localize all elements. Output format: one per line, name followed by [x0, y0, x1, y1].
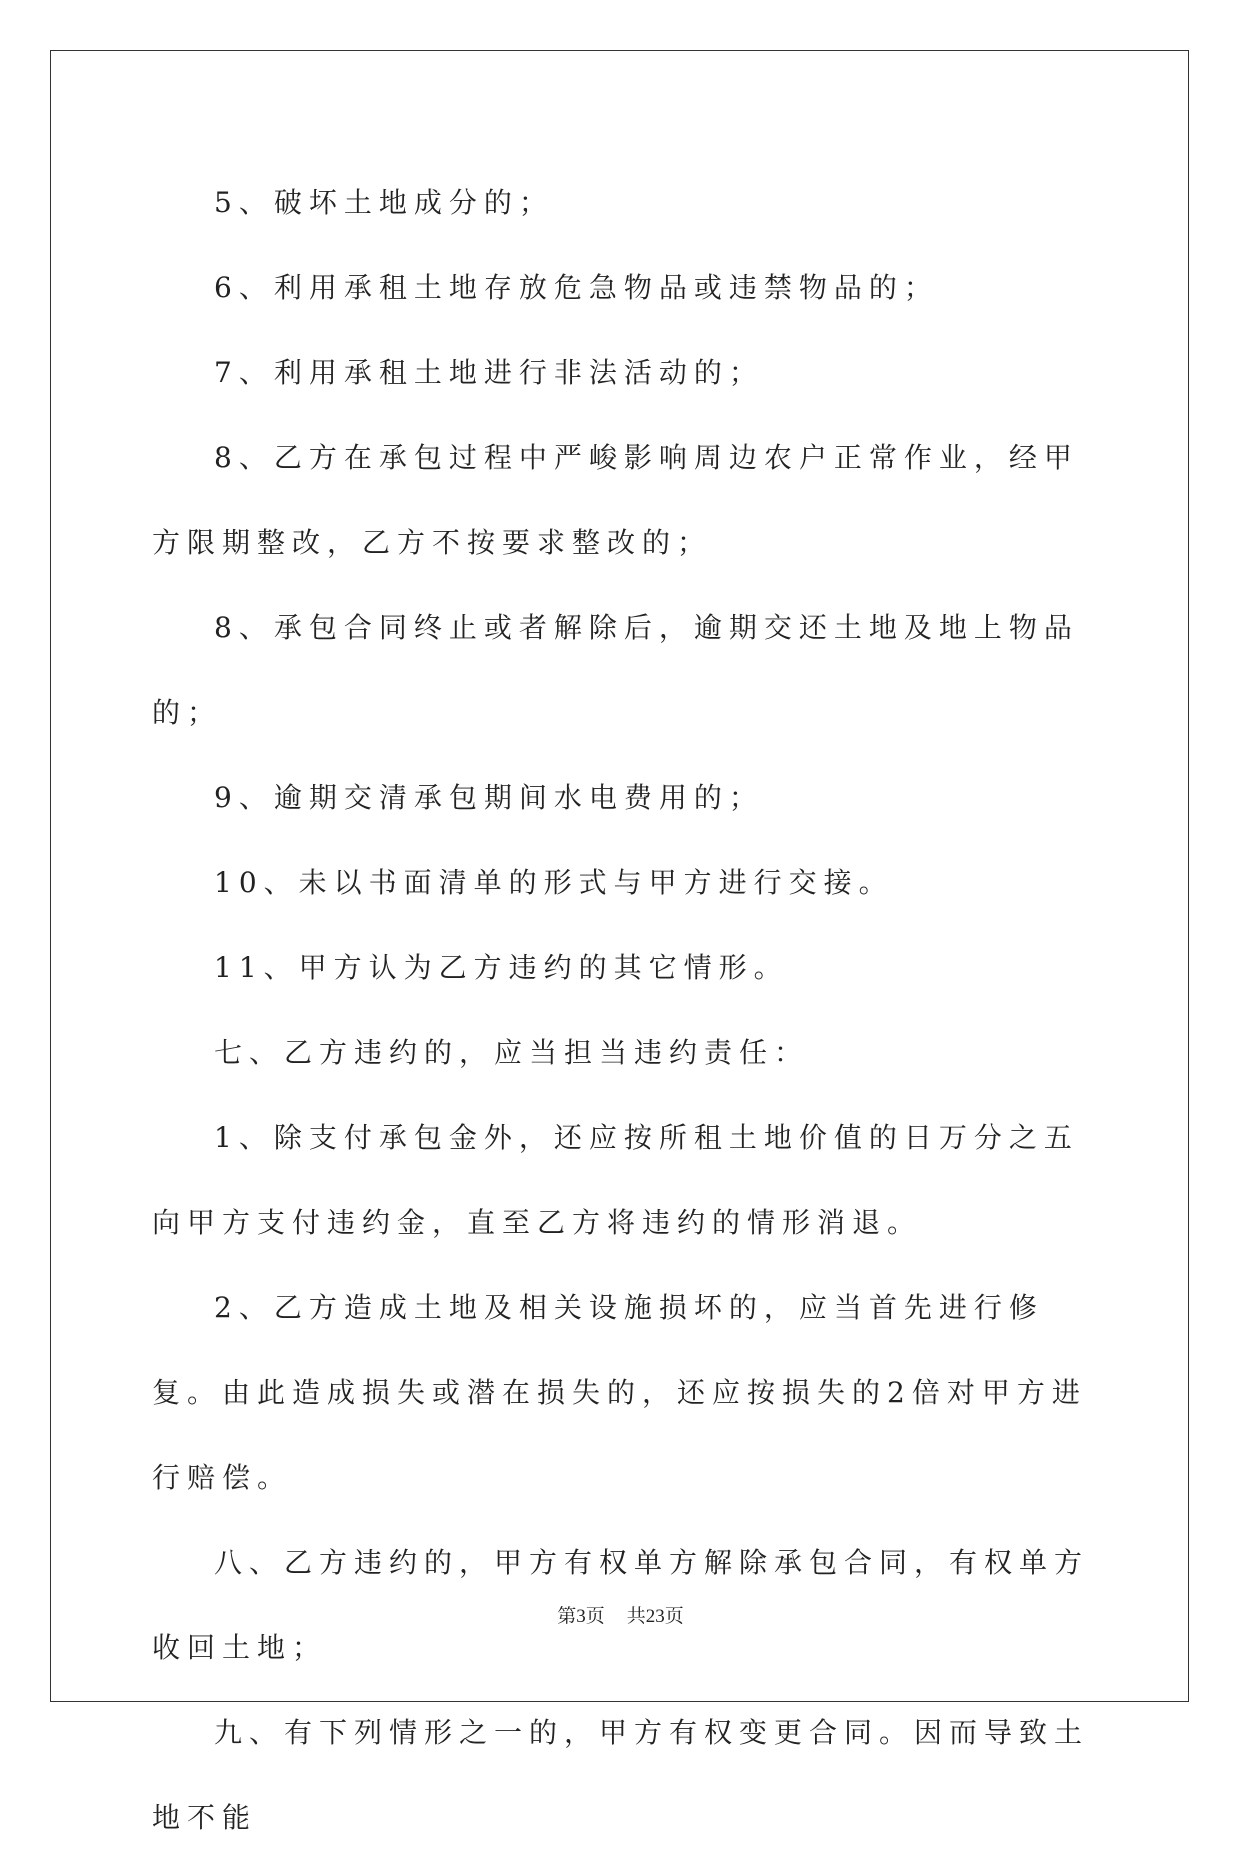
section-heading-eight: 八、乙方违约的，甲方有权单方解除承包合同，有权单方收回土地；: [152, 1546, 1090, 1664]
page-number: 3: [576, 1606, 586, 1627]
paragraph-item-7: 7、利用承租土地进行非法活动的；: [214, 356, 764, 389]
paragraph-item-11: 11、甲方认为乙方违约的其它情形。: [214, 951, 789, 984]
paragraph-item-9: 9、逾期交清承包期间水电费用的；: [214, 781, 764, 814]
section-heading-seven: 七、乙方违约的，应当担当违约责任：: [214, 1036, 810, 1069]
paragraph-item-6: 6、利用承租土地存放危急物品或违禁物品的；: [214, 271, 939, 304]
paragraph-item-8a: 8、乙方在承包过程中严峻影响周边农户正常作业，经甲方限期整改，乙方不按要求整改的；: [152, 441, 1079, 559]
paragraph-item-5: 5、破坏土地成分的；: [214, 186, 554, 219]
page-prefix: 第: [557, 1605, 577, 1627]
paragraph-item-8b: 8、承包合同终止或者解除后，逾期交还土地及地上物品的；: [152, 611, 1079, 729]
page-total: 23: [645, 1606, 665, 1627]
paragraph-item-10: 10、未以书面清单的形式与甲方进行交接。: [214, 866, 894, 899]
page-suffix: 页: [585, 1605, 605, 1627]
total-suffix: 页: [664, 1605, 684, 1627]
page-footer: [0, 1604, 1241, 1629]
paragraph-penalty-1: 1、除支付承包金外，还应按所租土地价值的日万分之五向甲方支付违约金，直至乙方将违约的情形消退。: [152, 1121, 1079, 1239]
total-prefix: 共: [626, 1605, 646, 1627]
section-heading-nine: 九、有下列情形之一的，甲方有权变更合同。因而导致土地不能: [152, 1716, 1090, 1834]
paragraph-penalty-2: 2、乙方造成土地及相关设施损坏的，应当首先进行修复。由此造成损失或潜在损失的，还应按损失的2倍对甲方进行赔偿。: [152, 1291, 1087, 1494]
